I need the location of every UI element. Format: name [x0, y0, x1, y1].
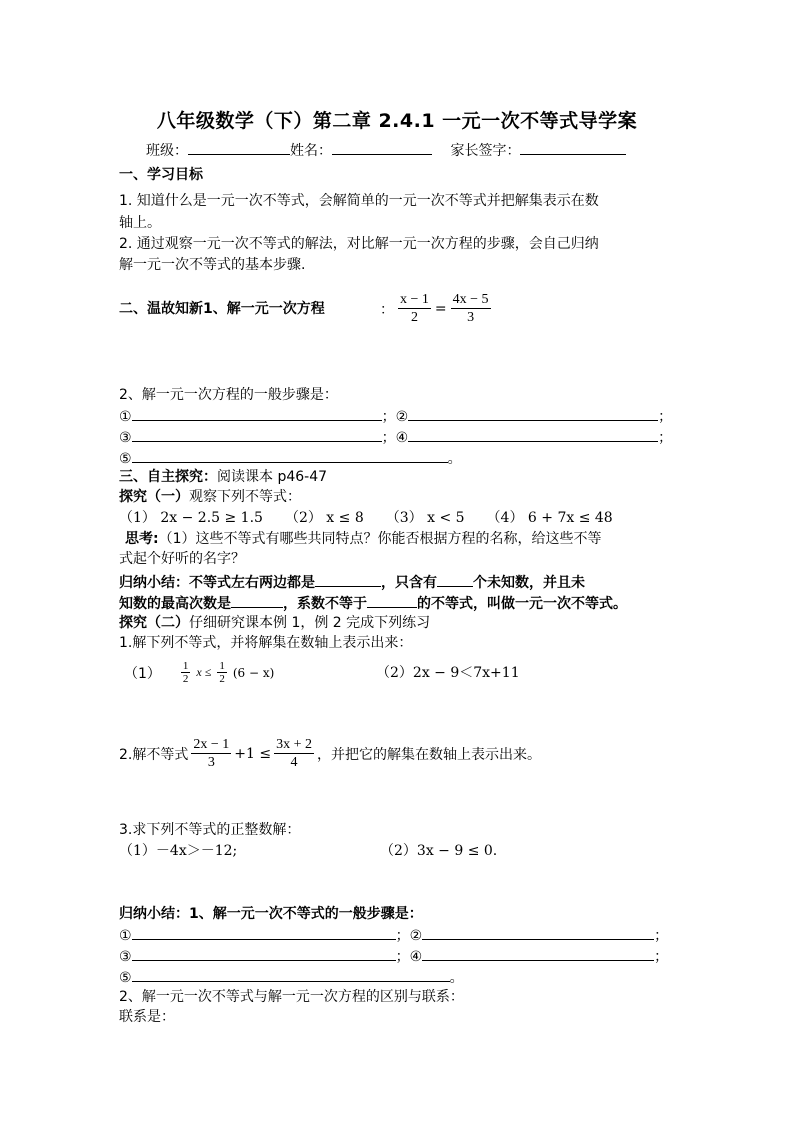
review-steps-row-3 [119, 448, 462, 468]
explore-one-line [119, 488, 301, 506]
explore-heading-rest: 阅读课本 p46-47 [217, 469, 328, 485]
exercise-1-prompt: 1.解下列不等式，并将解集在数轴上表示出来： [119, 635, 413, 651]
exercise-1a-fraction-1 [181, 660, 191, 685]
review-colon: ： [380, 301, 394, 318]
summary-text-2a: 知数的最高次数是 [119, 596, 231, 612]
step-blank-2[interactable] [408, 406, 658, 421]
exercise-2-fraction-1 [191, 736, 231, 771]
think-line-1 [125, 530, 602, 548]
review-lhs-num: x − 1 [400, 292, 429, 307]
exercise-2 [119, 736, 541, 771]
goal-2-line-2: 解一元一次不等式的基本步骤. [119, 257, 306, 273]
exercise-1a-middle: x ≤ [196, 665, 212, 679]
summary-heading: 归纳小结：1、解一元一次不等式的一般步骤是： [119, 906, 423, 922]
step-sep: ； [395, 949, 410, 965]
exercise-2-prefix: 2.解不等式 [119, 746, 189, 763]
step-marker-1: ① [119, 928, 132, 944]
think-line-2: 式起个好听的名字？ [119, 551, 245, 567]
review-heading [119, 300, 325, 318]
name-blank[interactable] [332, 140, 432, 155]
review-equation [380, 291, 491, 326]
summary-text-2c: 的不等式，叫做一元一次不等式。 [417, 596, 627, 612]
inequalities-row [119, 509, 613, 527]
summary-steps-row-2 [119, 946, 668, 966]
summary-text-1c: 个未知数，并且未 [473, 575, 585, 591]
review-steps-question: 2、解一元一次方程的一般步骤是： [119, 387, 338, 403]
class-blank[interactable] [188, 140, 290, 155]
step-sep: ； [658, 409, 673, 425]
step-sep: ； [658, 430, 673, 446]
fraction-den: 3 [207, 755, 215, 770]
summary-blank-1[interactable] [315, 572, 381, 587]
review-heading-text: 二、温故知新1、解一元一次方程 [119, 301, 325, 317]
explore-heading-text: 三、自主探究： [119, 469, 217, 485]
summary-step-blank-3[interactable] [132, 946, 396, 961]
explore-heading [119, 468, 327, 486]
step-marker-5: ⑤ [119, 970, 132, 986]
exercise-2-middle: +1 ≤ [234, 745, 272, 762]
fraction-num: 1 [219, 660, 225, 672]
goal-2-line-1: 2. 通过观察一元一次不等式的解法，对比解一元一次方程的步骤，会自己归纳 [119, 236, 599, 252]
explore-two-label: 探究（二） [119, 615, 189, 631]
inequality-1: （1） 2x − 2.5 ≥ 1.5 [119, 510, 263, 526]
fraction-num: 1 [182, 660, 189, 672]
summary-steps-row-3 [119, 967, 464, 987]
step-marker-3: ③ [119, 949, 132, 965]
summary-question-2: 2、解一元一次不等式与解一元一次方程的区别与联系： [119, 989, 464, 1005]
step-marker-4: ④ [395, 430, 409, 446]
step-marker-1: ① [119, 409, 132, 425]
page-title: 八年级数学（下）第二章 2.4.1 一元一次不等式导学案 [156, 110, 638, 132]
summary-step-blank-2[interactable] [422, 925, 654, 940]
parent-signature-blank[interactable] [520, 140, 626, 155]
summary-blank-4[interactable] [367, 593, 417, 608]
summary-definition-line-1 [119, 572, 585, 592]
exercise-3-prompt: 3.求下列不等式的正整数解： [119, 822, 301, 838]
name-label: 姓名： [290, 143, 332, 159]
review-rhs-den: 3 [467, 310, 475, 325]
summary-text-1a: 归纳小结：不等式左右两边都是 [119, 575, 315, 591]
exercise-2-suffix: ，并把它的解集在数轴上表示出来。 [317, 746, 541, 763]
goal-1-line-2: 轴上。 [119, 215, 161, 231]
goal-1-line-1: 1. 知道什么是一元一次不等式，会解简单的一元一次不等式并把解集表示在数 [119, 193, 599, 209]
summary-text-2b: ，系数不等于 [283, 596, 367, 612]
step-blank-1[interactable] [132, 406, 382, 421]
step-blank-4[interactable] [408, 427, 658, 442]
exercise-1a-fraction-2 [217, 660, 227, 685]
review-equals: = [434, 300, 447, 317]
step-marker-2: ② [409, 928, 423, 944]
fraction-den: 2 [182, 673, 189, 685]
step-marker-3: ③ [119, 430, 132, 446]
summary-step-blank-5[interactable] [132, 967, 450, 982]
fraction-num: 2x − 1 [193, 737, 230, 752]
step-sep: ； [654, 949, 669, 965]
explore-one-text: 观察下列不等式： [189, 489, 301, 505]
step-sep: ； [381, 430, 396, 446]
step-marker-5: ⑤ [119, 451, 132, 467]
review-rhs-fraction [451, 291, 491, 326]
review-steps-row-2 [119, 427, 672, 447]
exercise-2-fraction-2 [274, 736, 314, 771]
step-end: 。 [447, 451, 462, 467]
step-sep: ； [381, 409, 396, 425]
review-lhs-fraction [398, 291, 431, 326]
step-blank-3[interactable] [132, 427, 382, 442]
exercise-1b: （2）2x − 9＜7x+11 [376, 665, 520, 681]
think-label: 思考: [125, 531, 159, 547]
exercise-1a-tail: (6 − x) [232, 665, 275, 680]
exercise-3a: （1）－4x＞－12; [119, 843, 238, 859]
step-sep: ； [395, 928, 410, 944]
fraction-den: 4 [290, 755, 298, 770]
summary-blank-2[interactable] [437, 572, 473, 587]
explore-one-label: 探究（一） [119, 489, 189, 505]
explore-two-text: 仔细研究课本例 1，例 2 完成下列练习 [189, 615, 431, 631]
inequality-4: （4） 6 + 7x ≤ 48 [486, 510, 613, 526]
header-fields [146, 140, 626, 160]
think-text-1: （1）这些不等式有哪些共同特点？你能否根据方程的名称，给这些不等 [158, 531, 602, 547]
explore-two-line [119, 614, 430, 632]
summary-steps-row-1 [119, 925, 668, 945]
exercise-3b: （2）3x − 9 ≤ 0. [380, 843, 498, 859]
parent-signature-label: 家长签字： [450, 143, 521, 159]
summary-text-1b: ，只含有 [381, 575, 437, 591]
fraction-num: 3x + 2 [276, 737, 312, 752]
fraction-den: 2 [219, 673, 225, 685]
summary-step-blank-4[interactable] [422, 946, 654, 961]
review-steps-row-1 [119, 406, 672, 426]
inequality-3: （3） x < 5 [385, 510, 465, 526]
step-marker-2: ② [395, 409, 409, 425]
summary-step-blank-1[interactable] [132, 925, 396, 940]
summary-definition-line-2 [119, 593, 627, 613]
review-rhs-num: 4x − 5 [452, 292, 489, 307]
step-end: 。 [449, 970, 464, 986]
exercise-1a-label: （1） [124, 665, 161, 682]
step-marker-4: ④ [409, 949, 423, 965]
exercise-1a [124, 660, 274, 685]
class-label: 班级： [146, 143, 188, 159]
step-blank-5[interactable] [132, 448, 448, 463]
summary-link-label: 联系是： [119, 1009, 175, 1025]
inequality-2: （2） x ≤ 8 [284, 510, 364, 526]
goals-heading: 一、学习目标 [119, 167, 203, 183]
summary-blank-3[interactable] [231, 593, 283, 608]
review-lhs-den: 2 [410, 310, 418, 325]
step-sep: ； [654, 928, 669, 944]
